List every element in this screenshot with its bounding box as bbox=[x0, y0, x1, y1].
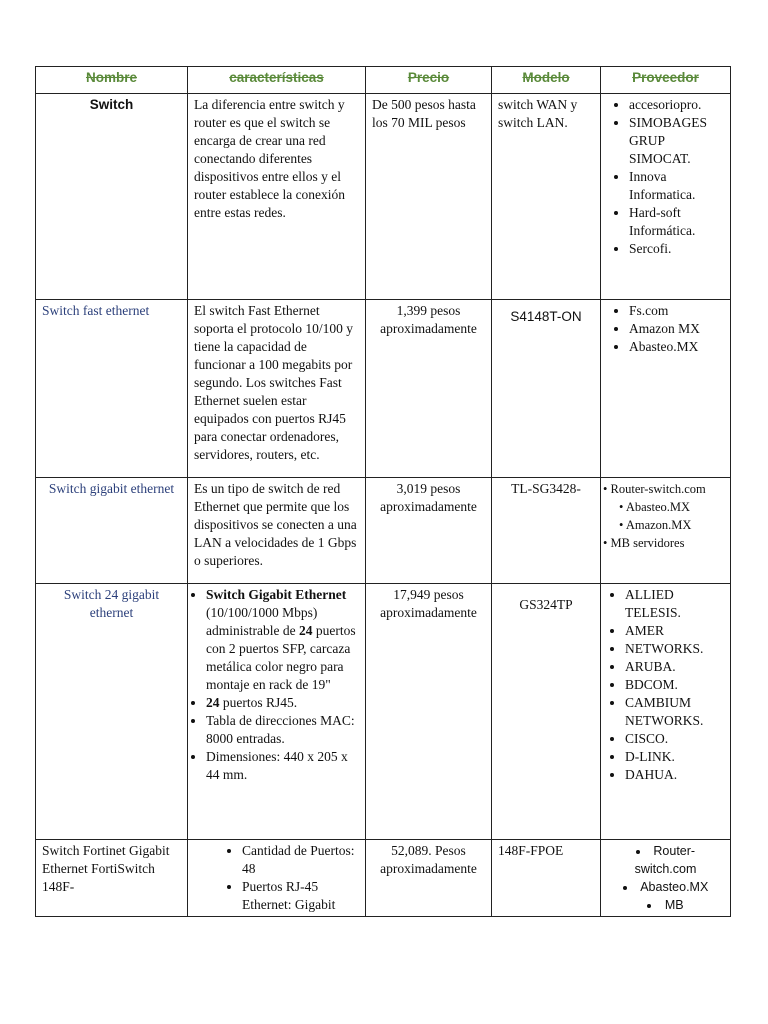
provider-list bbox=[607, 302, 724, 356]
list-item: • CAMBIUM NETWORKS. bbox=[625, 694, 724, 730]
list-item: • ARUBA. bbox=[625, 658, 724, 676]
list-item: • Router-switch.com bbox=[603, 482, 706, 496]
desc-cell: Es un tipo de switch de red Ethernet que permite que los dispositivos se conecten a una LAN a velocidades de 1 Gbps o superiores. bbox=[188, 478, 366, 584]
price-cell: 52,089. Pesos aproximadamente bbox=[366, 840, 492, 917]
table-row bbox=[36, 300, 731, 478]
list-item: • Amazon.MX bbox=[619, 518, 692, 532]
name-cell: Switch Fortinet Gigabit Ethernet FortiSwitch 148F- bbox=[36, 840, 188, 917]
header-precio: Precio bbox=[366, 67, 492, 94]
price-cell: De 500 pesos hasta los 70 MIL pesos bbox=[366, 94, 492, 300]
header-row bbox=[36, 67, 731, 94]
table-row bbox=[36, 94, 731, 300]
name-cell: Switch bbox=[36, 94, 188, 300]
provider-cell bbox=[601, 94, 731, 300]
list-item: • accesoriopro. bbox=[629, 96, 724, 114]
list-item: • Abasteo.MX bbox=[619, 500, 691, 514]
list-item: • Hard-soft Informática. bbox=[629, 204, 724, 240]
name-cell: Switch 24 gigabit ethernet bbox=[36, 584, 188, 840]
header-modelo: Modelo bbox=[492, 67, 601, 94]
list-item: • NETWORKS. bbox=[625, 640, 724, 658]
list-item: • Router-switch.com bbox=[607, 842, 724, 878]
list-item: • MB servidores bbox=[603, 536, 685, 550]
model-cell: S4148T-ON bbox=[492, 300, 601, 478]
list-item: • Abasteo.MX bbox=[629, 338, 724, 356]
provider-list bbox=[607, 842, 724, 914]
desc-list bbox=[194, 586, 359, 784]
list-item: • AMER bbox=[625, 622, 724, 640]
list-item: • Switch Gigabit Ethernet (10/100/1000 Mbps) administrable de 24 puertos con 2 puertos SFP, carcaza metálica color negro para montaje en rack de 19" bbox=[206, 586, 359, 694]
desc-cell bbox=[188, 584, 366, 840]
header-caracteristicas: características bbox=[188, 67, 366, 94]
list-item: • MB bbox=[607, 896, 724, 914]
list-item: • Cantidad de Puertos: 48 bbox=[242, 842, 359, 878]
table-row bbox=[36, 478, 731, 584]
model-cell: 148F-FPOE bbox=[492, 840, 601, 917]
provider-list bbox=[607, 96, 724, 258]
list-item: • Puertos RJ-45 Ethernet: Gigabit bbox=[242, 878, 359, 914]
price-cell: 1,399 pesos aproximadamente bbox=[366, 300, 492, 478]
list-item: • Amazon MX bbox=[629, 320, 724, 338]
price-cell: 3,019 pesos aproximadamente bbox=[366, 478, 492, 584]
desc-cell: La diferencia entre switch y router es que el switch se encarga de crear una red conectando diferentes dispositivos entre ellos y el router establece la conexión entre estas redes. bbox=[188, 94, 366, 300]
list-item: • ALLIED TELESIS. bbox=[625, 586, 724, 622]
provider-cell bbox=[601, 300, 731, 478]
desc-list bbox=[194, 842, 359, 914]
provider-list bbox=[607, 586, 724, 784]
header-nombre: Nombre bbox=[36, 67, 188, 94]
list-item: • Innova Informatica. bbox=[629, 168, 724, 204]
model-cell: switch WAN y switch LAN. bbox=[492, 94, 601, 300]
desc-cell bbox=[188, 840, 366, 917]
list-item: • BDCOM. bbox=[625, 676, 724, 694]
list-item: • 24 puertos RJ45. bbox=[206, 694, 359, 712]
model-cell: TL-SG3428- bbox=[492, 478, 601, 584]
list-item: • Fs.com bbox=[629, 302, 724, 320]
header-proveedor: Proveedor bbox=[601, 67, 731, 94]
name-cell: Switch gigabit ethernet bbox=[36, 478, 188, 584]
list-item: • Tabla de direcciones MAC: 8000 entradas. bbox=[206, 712, 359, 748]
price-cell: 17,949 pesos aproximadamente bbox=[366, 584, 492, 840]
list-item: • Dimensiones: 440 x 205 x 44 mm. bbox=[206, 748, 359, 784]
table-row bbox=[36, 840, 731, 917]
provider-cell bbox=[601, 840, 731, 917]
model-cell: GS324TP bbox=[492, 584, 601, 840]
list-item: • D-LINK. bbox=[625, 748, 724, 766]
list-item: • Sercofi. bbox=[629, 240, 724, 258]
list-item: • DAHUA. bbox=[625, 766, 724, 784]
product-table bbox=[35, 66, 731, 917]
list-item: • SIMOBAGES GRUP SIMOCAT. bbox=[629, 114, 724, 168]
list-item: • Abasteo.MX bbox=[607, 878, 724, 896]
name-cell: Switch fast ethernet bbox=[36, 300, 188, 478]
desc-cell: El switch Fast Ethernet soporta el protocolo 10/100 y tiene la capacidad de funcionar a 100 megabits por segundo. Los switches Fast Ethernet suelen estar equipados con puertos RJ45 para conectar ordenadores, servidores, routers, etc. bbox=[188, 300, 366, 478]
provider-cell bbox=[601, 478, 731, 584]
table-row bbox=[36, 584, 731, 840]
list-item: • CISCO. bbox=[625, 730, 724, 748]
provider-cell bbox=[601, 584, 731, 840]
